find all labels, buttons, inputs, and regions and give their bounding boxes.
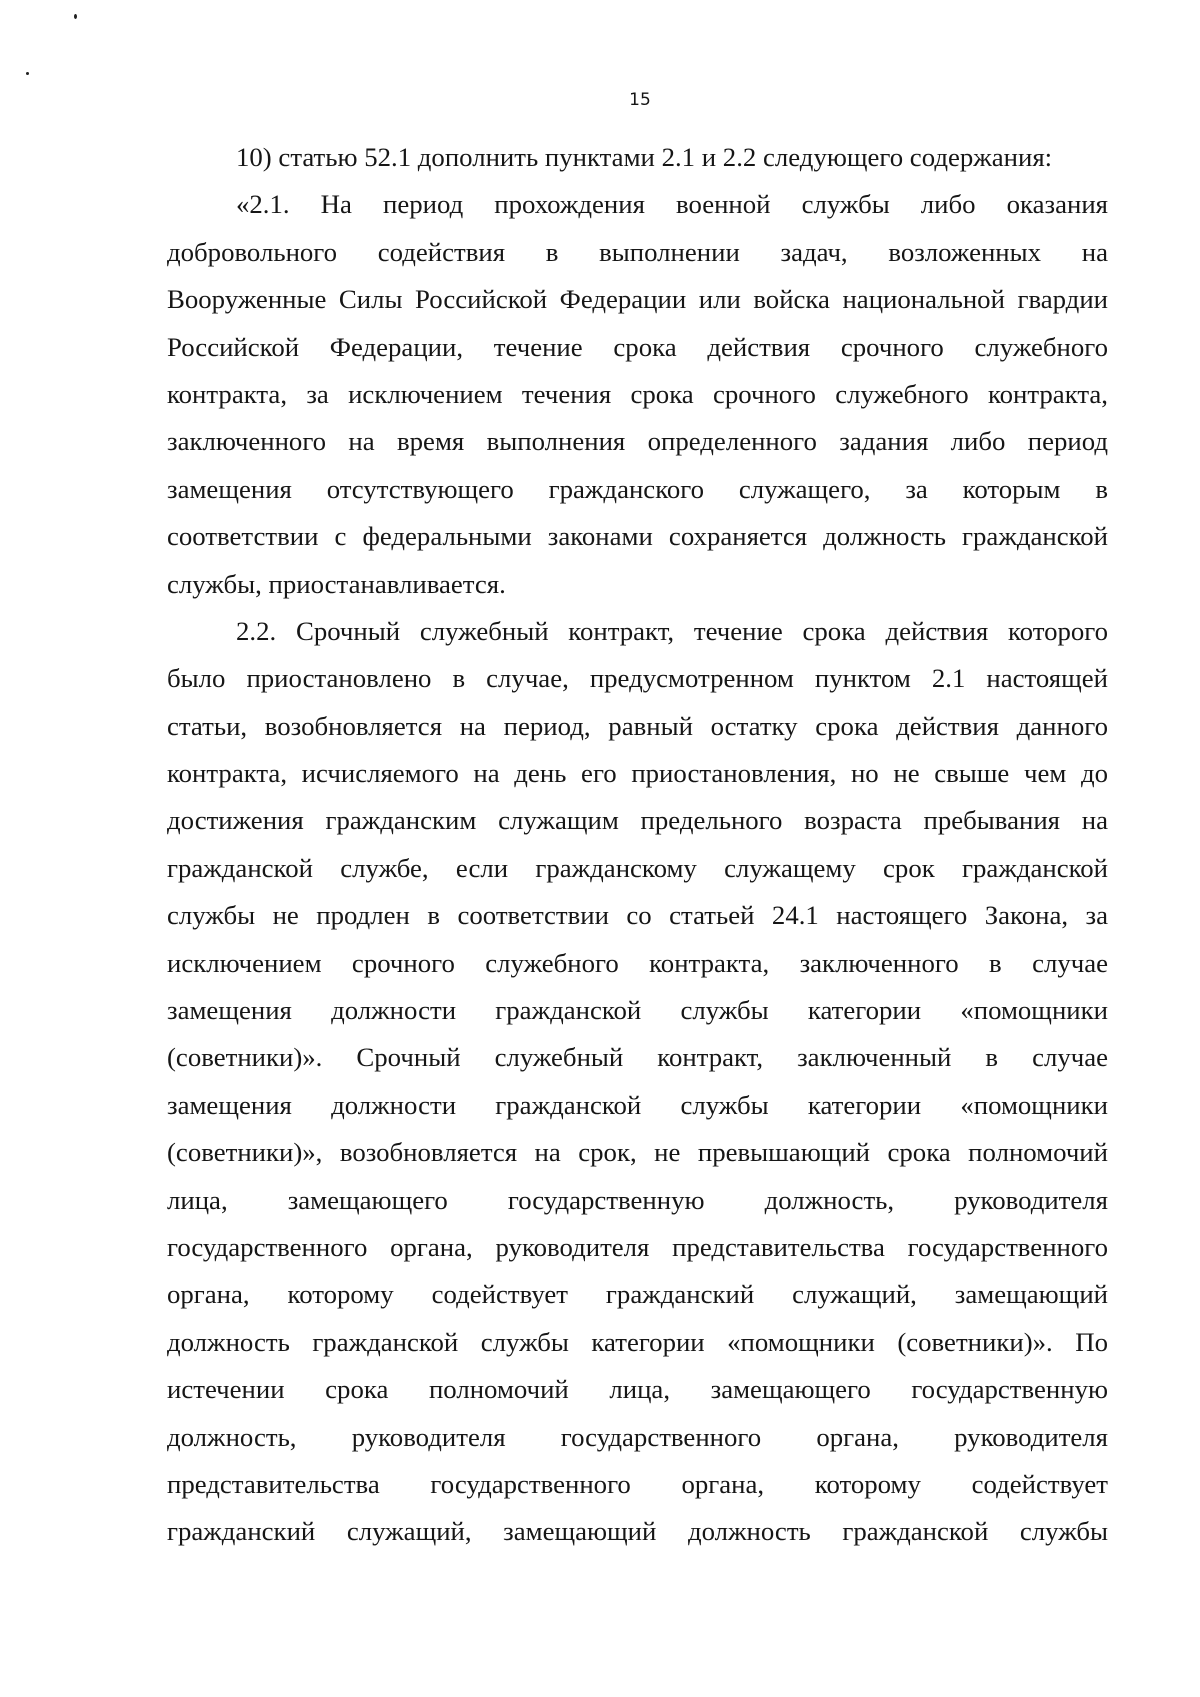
text-line: было приостановлено в случае, предусмотренном пунктом 2.1 настоящей: [167, 663, 1108, 694]
text-line: гражданский служащий, замещающий должность гражданской службы: [167, 1516, 1108, 1547]
text-line: заключенного на время выполнения определенного задания либо период: [167, 426, 1108, 457]
text-line: «2.1. На период прохождения военной службы либо оказания: [236, 189, 1108, 220]
text-line: контракта, исчисляемого на день его приостановления, но не свыше чем до: [167, 758, 1108, 789]
document-body: [167, 134, 1108, 1556]
text-line: представительства государственного органа, которому содействует: [167, 1468, 1108, 1499]
scan-speck: [26, 72, 29, 75]
text-line: должность гражданской службы категории «помощники (советники)». По: [167, 1326, 1108, 1357]
text-line: лица, замещающего государственную должность, руководителя: [167, 1184, 1108, 1215]
text-line: 2.2. Срочный служебный контракт, течение срока действия которого: [236, 615, 1108, 646]
text-line: (советники)», возобновляется на срок, не превышающий срока полномочий: [167, 1137, 1108, 1168]
page-number: 15: [629, 90, 651, 110]
text-line: службы, приостанавливается.: [167, 568, 506, 599]
text-line: истечении срока полномочий лица, замещающего государственную: [167, 1374, 1108, 1405]
text-line: (советники)». Срочный служебный контракт, заключенный в случае: [167, 1042, 1108, 1073]
text-line: соответствии с федеральными законами сохраняется должность гражданской: [167, 521, 1108, 552]
text-line: органа, которому содействует гражданский служащий, замещающий: [167, 1279, 1108, 1310]
text-line: гражданской службе, если гражданскому служащему срок гражданской: [167, 852, 1108, 883]
text-line: Вооруженные Силы Российской Федерации или войска национальной гвардии: [167, 284, 1108, 315]
text-line: 10) статью 52.1 дополнить пунктами 2.1 и 2.2 следующего содержания:: [236, 142, 1053, 172]
text-line: контракта, за исключением течения срока срочного служебного контракта,: [167, 378, 1108, 409]
text-line: службы не продлен в соответствии со статьей 24.1 настоящего Закона, за: [167, 900, 1108, 931]
text-line: статьи, возобновляется на период, равный остатку срока действия данного: [167, 710, 1108, 741]
text-line: исключением срочного служебного контракта, заключенного в случае: [167, 947, 1108, 978]
text-line: замещения должности гражданской службы категории «помощники: [167, 995, 1108, 1026]
scan-speck: [74, 14, 77, 19]
text-line: замещения должности гражданской службы категории «помощники: [167, 1089, 1108, 1120]
text-line: достижения гражданским служащим предельного возраста пребывания на: [167, 805, 1108, 836]
text-line: государственного органа, руководителя представительства государственного: [167, 1231, 1108, 1262]
text-line: замещения отсутствующего гражданского служащего, за которым в: [167, 473, 1108, 504]
text-line: Российской Федерации, течение срока действия срочного служебного: [167, 331, 1108, 362]
text-line: добровольного содействия в выполнении задач, возложенных на: [167, 236, 1108, 267]
text-line: должность, руководителя государственного органа, руководителя: [167, 1421, 1108, 1452]
